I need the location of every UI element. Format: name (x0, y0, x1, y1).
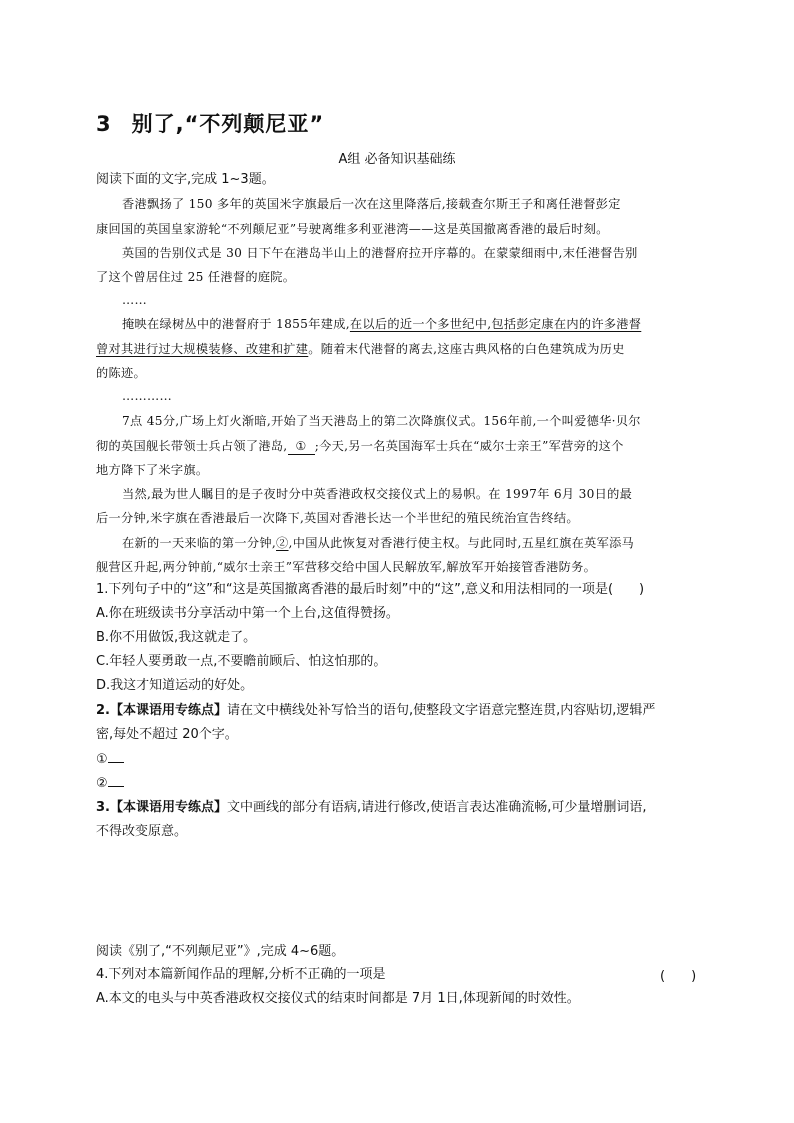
fill-blank-1[interactable]: ① (288, 438, 315, 455)
passage-line: 舰营区升起,两分钟前,“威尔士亲王”军营移交给中国人民解放军,解放军开始接管香港防务。 (96, 560, 597, 574)
answer-marker: ① (96, 752, 108, 767)
question-text: 文中画线的部分有语病,请进行修改,使语言表达准确流畅,可少量增删词语, (227, 800, 647, 815)
lesson-title (96, 108, 324, 138)
passage-text: ,中国从此恢复对香港行使主权。与此同时,五星红旗在英军添马 (288, 536, 635, 550)
passage-intro-2: 阅读《别了,“不列颠尼亚”》,完成 4~6题。 (96, 944, 345, 959)
passage-line: 7点 45分,广场上灯火渐暗,开始了当天港岛上的第二次降旗仪式。156年前,一个叫爱德华·贝尔 (122, 414, 641, 428)
passage-line: 了这个曾居住过 25 任港督的庭院。 (96, 270, 296, 284)
passage-line: 地方降下了米字旗。 (96, 463, 209, 477)
question-number: 3. (96, 800, 110, 815)
question-1-option-a[interactable]: A.你在班级读书分享活动中第一个上台,这值得赞扬。 (96, 606, 399, 621)
answer-marker: ② (96, 776, 108, 791)
answer-bracket[interactable]: ( ) (660, 969, 697, 984)
fill-blank-2[interactable]: ② (276, 536, 289, 550)
passage-intro: 阅读下面的文字,完成 1~3题。 (96, 172, 275, 187)
question-tag: 【本课语用专练点】 (109, 703, 227, 718)
passage-line: 的陈迹。 (96, 366, 146, 380)
question-3-stem (96, 798, 700, 818)
question-2-stem (96, 701, 700, 721)
passage-text: 在新的一天来临的第一分钟, (122, 536, 277, 550)
question-4-option-a[interactable]: A.本文的电头与中英香港政权交接仪式的结束时间都是 7月 1日,体现新闻的时效性。 (96, 991, 580, 1006)
passage-line (96, 339, 700, 359)
lesson-number: 3 (96, 112, 112, 136)
question-2-stem-cont: 密,每处不超过 20个字。 (96, 727, 238, 742)
answer-blank[interactable] (108, 762, 124, 763)
passage-line (96, 314, 726, 334)
passage-text: 彻的英国舰长带领士兵占领了港岛, (96, 439, 288, 453)
passage-line: 康回国的英国皇家游轮“不列颠尼亚”号驶离维多利亚港湾——这是英国撤离香港的最后时刻。 (96, 222, 609, 236)
passage-line: 香港飘扬了 150 多年的英国米字旗最后一次在这里降落后,接载查尔斯王子和离任港督彭定 (122, 197, 621, 211)
question-1-stem: 1.下列句子中的“这”和“这是英国撤离香港的最后时刻”中的“这”,意义和用法相同的一项是( ) (96, 582, 645, 597)
lesson-title-text: 别了,“不列颠尼亚” (131, 112, 325, 136)
ellipsis: …… (122, 293, 147, 307)
passage-line (96, 436, 700, 456)
underlined-text: 曾对其进行过大规模装修、改建和扩建 (96, 342, 309, 356)
underlined-text: 在以后的近一个多世纪中,包括彭定康在内的许多港督 (349, 317, 642, 331)
ellipsis: ………… (122, 389, 172, 403)
passage-line: 英国的告别仪式是 30 日下午在港岛半山上的港督府拉开序幕的。在蒙蒙细雨中,末任港督告别 (122, 246, 638, 260)
passage-line: 后一分钟,米字旗在香港最后一次降下,英国对香港长达一个半世纪的殖民统治宣告终结。 (96, 511, 579, 525)
passage-line: 当然,最为世人瞩目的是子夜时分中英香港政权交接仪式上的易帜。在 1997年 6月 30日的最 (122, 487, 633, 501)
answer-line-1[interactable] (96, 750, 700, 770)
answer-line-2[interactable] (96, 774, 700, 794)
question-number: 2. (96, 703, 110, 718)
question-3-stem-cont: 不得改变原意。 (96, 824, 188, 839)
question-1-option-d[interactable]: D.我这才知道运动的好处。 (96, 678, 254, 693)
question-tag: 【本课语用专练点】 (109, 800, 227, 815)
section-heading: A组 必备知识基础练 (338, 152, 456, 167)
question-text: 请在文中横线处补写恰当的语句,使整段文字语意完整连贯,内容贴切,逻辑严 (227, 703, 656, 718)
question-1-option-c[interactable]: C.年轻人要勇敢一点,不要瞻前顾后、怕这怕那的。 (96, 654, 387, 669)
passage-text: 掩映在绿树丛中的港督府于 1855年建成, (122, 317, 350, 331)
passage-text: ;今天,另一名英国海军士兵在“威尔士亲王”军营旁的这个 (314, 439, 624, 453)
question-4-stem: 4.下列对本篇新闻作品的理解,分析不正确的一项是 (96, 967, 386, 982)
answer-blank[interactable] (108, 786, 124, 787)
passage-text: 。随着末代港督的离去,这座古典风格的白色建筑成为历史 (308, 342, 625, 356)
question-1-option-b[interactable]: B.你不用做饭,我这就走了。 (96, 630, 257, 645)
passage-line (96, 533, 726, 553)
